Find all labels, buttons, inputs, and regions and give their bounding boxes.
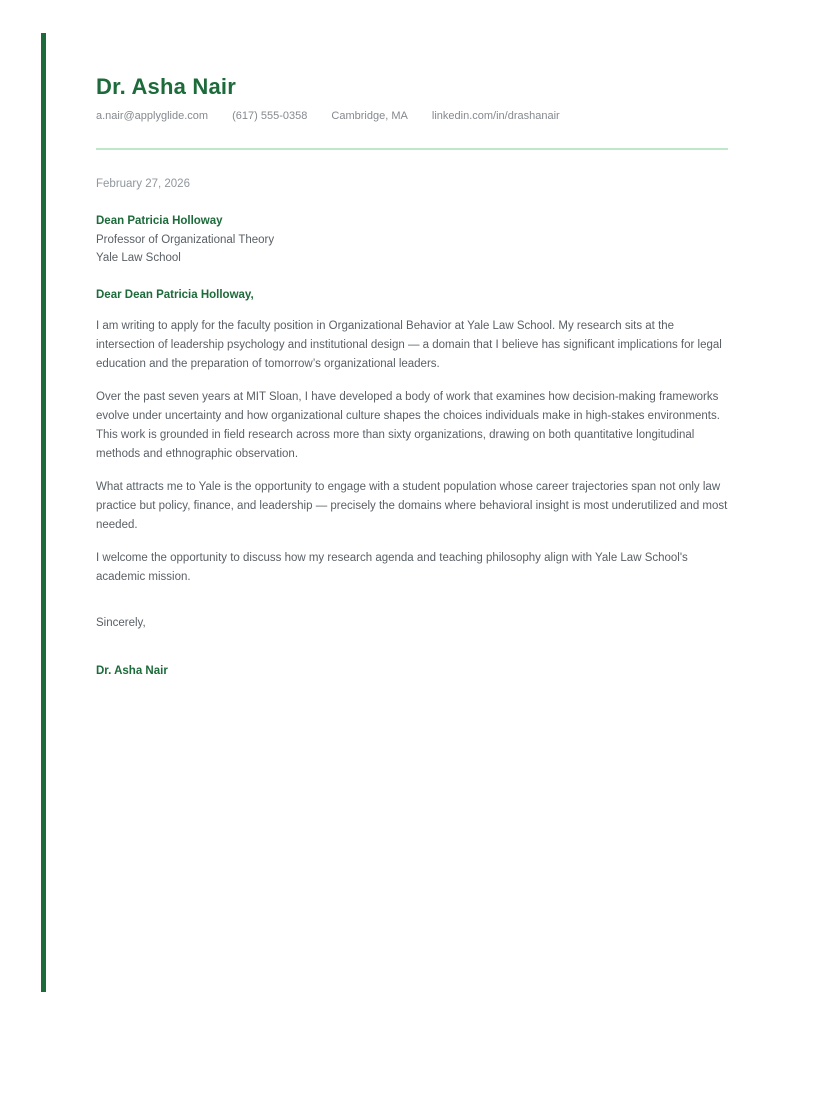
recipient-title: Professor of Organizational Theory	[96, 233, 275, 246]
contact-location: Cambridge, MA	[331, 110, 408, 122]
contact-linkedin: linkedin.com/in/drashanair	[431, 110, 560, 122]
body-paragraph-2: Over the past seven years at MIT Sloan, I have developed a body of work that examines how decision-making frameworks evolve under uncertainty and how organizational culture shapes the choices individuals make in high-stakes environments. This work is grounded in field research across more than sixty organizations, drawing on both quantitative longitudinal methods and ethnographic observation.	[96, 390, 720, 460]
recipient-block	[96, 212, 728, 268]
closing: Sincerely,	[96, 616, 146, 629]
recipient-name: Dean Patricia Holloway	[96, 215, 223, 227]
contact-email: a.nair@applyglide.com	[96, 110, 209, 122]
body-paragraph-3: What attracts me to Yale is the opportunity to engage with a student population whose career trajectories span not only law practice but policy, finance, and leadership — precisely the domains where behavioral insight is most underutilized and most needed.	[96, 480, 728, 531]
sender-name-heading: Dr. Asha Nair	[96, 74, 236, 99]
body-paragraph-4: I welcome the opportunity to discuss how my research agenda and teaching philosophy align with Yale Law School's academic mission.	[96, 551, 688, 583]
header-divider	[96, 148, 728, 150]
salutation: Dear Dean Patricia Holloway,	[96, 288, 254, 301]
cover-letter	[96, 0, 728, 681]
recipient-organization: Yale Law School	[96, 252, 181, 264]
signature-name: Dr. Asha Nair	[96, 664, 168, 677]
contact-line	[96, 109, 728, 123]
contact-phone: (617) 555-0358	[232, 110, 308, 122]
accent-bar	[41, 33, 46, 992]
body-paragraph-1: I am writing to apply for the faculty position in Organizational Behavior at Yale Law School. My research sits at the intersection of leadership psychology and institutional design — a domain that I believe has significant implications for legal education and the preparation of tomorrow’s organizational leaders.	[96, 319, 722, 370]
letter-date: February 27, 2026	[96, 178, 190, 190]
